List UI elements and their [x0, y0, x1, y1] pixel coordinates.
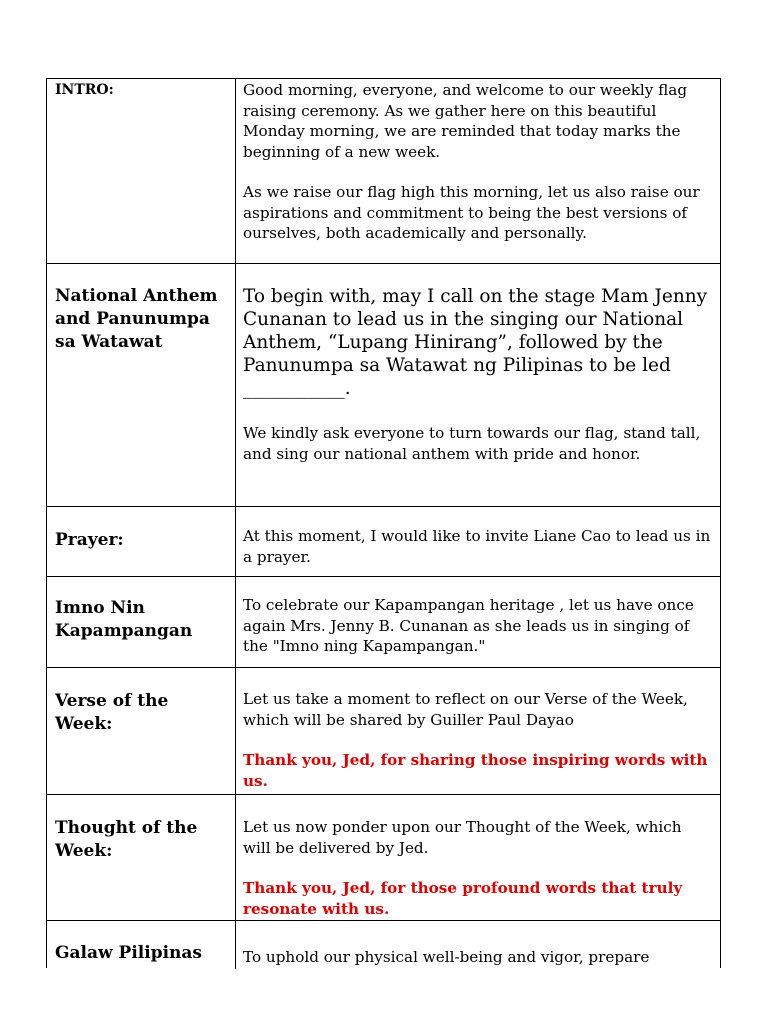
column-divider	[235, 577, 236, 667]
row-content	[243, 595, 713, 657]
table-row-imno	[47, 577, 720, 668]
row-content	[243, 817, 713, 919]
row-label: INTRO:	[55, 82, 114, 98]
paragraph: To celebrate our Kapampangan heritage , let us have once again Mrs. Jenny B. Cunanan as she leads us in singing of the "Imno ning Kapampangan."	[243, 596, 694, 655]
paragraph: At this moment, I would like to invite Liane Cao to lead us in a prayer.	[243, 527, 711, 566]
table-row-galaw	[47, 921, 720, 969]
row-label: Verse of the Week:	[55, 691, 169, 734]
row-content	[243, 689, 713, 791]
paragraph: Let us take a moment to reflect on our Verse of the Week, which will be shared by Guiller Paul Dayao	[243, 690, 688, 729]
row-label: Galaw Pilipinas	[55, 943, 203, 963]
row-label: National Anthem and Panunumpa sa Watawat	[55, 286, 218, 352]
paragraph: To begin with, may I call on the stage Mam Jenny Cunanan to lead us in the singing our National Anthem, “Lupang Hinirang”, followed by the Panunumpa sa Watawat ng Pilipinas to be led ___________.	[243, 286, 708, 399]
row-content	[243, 285, 713, 464]
column-divider	[235, 79, 236, 263]
paragraph: To uphold our physical well-being and vigor, prepare	[243, 948, 650, 966]
paragraph: As we raise our flag high this morning, let us also raise our aspirations and commitment to being the best versions of ourselves, both academically and personally.	[243, 183, 700, 242]
paragraph: Good morning, everyone, and welcome to our weekly flag raising ceremony. As we gather here on this beautiful Monday morning, we are reminded that today marks the beginning of a new week.	[243, 81, 688, 161]
row-label: Thought of the Week:	[55, 818, 198, 861]
row-label: Prayer:	[55, 530, 124, 550]
red-note: Thank you, Jed, for sharing those inspiring words with us.	[243, 751, 708, 790]
paragraph: Let us now ponder upon our Thought of the Week, which will be delivered by Jed.	[243, 818, 682, 857]
row-content	[243, 526, 713, 567]
column-divider	[235, 795, 236, 920]
row-content	[243, 947, 713, 968]
table-row-verse	[47, 668, 720, 795]
table-row-prayer	[47, 507, 720, 577]
column-divider	[235, 668, 236, 794]
column-divider	[235, 264, 236, 506]
column-divider	[235, 921, 236, 969]
table-row-intro	[47, 79, 720, 264]
program-table	[46, 78, 721, 968]
table-row-thought	[47, 795, 720, 921]
red-note: Thank you, Jed, for those profound words that truly resonate with us.	[243, 879, 683, 918]
paragraph: We kindly ask everyone to turn towards our flag, stand tall, and sing our national anthem with pride and honor.	[243, 424, 701, 463]
column-divider	[235, 507, 236, 576]
row-content	[243, 80, 713, 244]
row-label: Imno Nin Kapampangan	[55, 598, 193, 641]
table-row-national-anthem	[47, 264, 720, 507]
